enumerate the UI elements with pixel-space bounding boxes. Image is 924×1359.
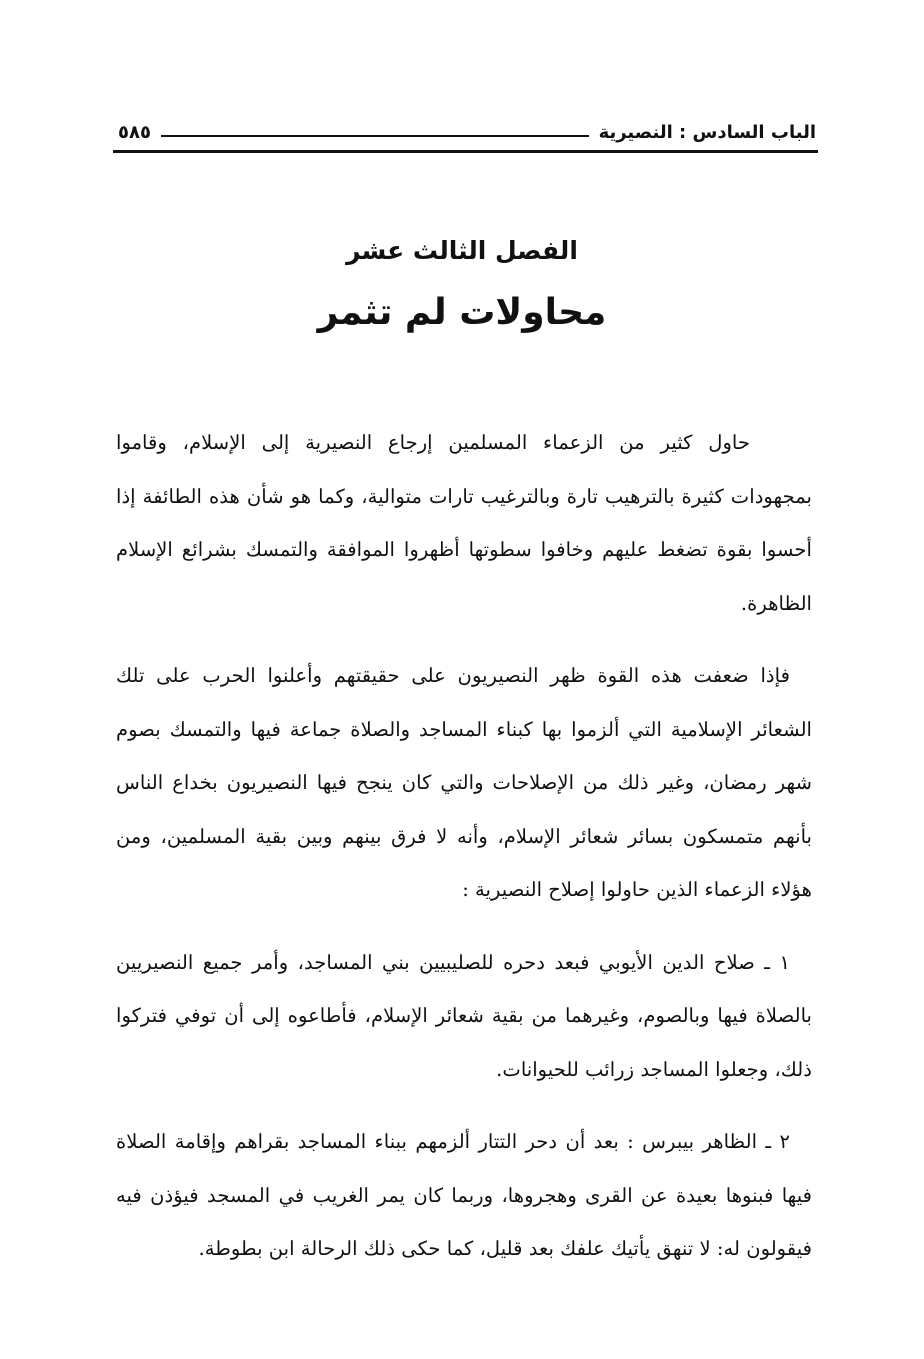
paragraph: فإذا ضعفت هذه القوة ظهر النصيريون على حقيقتهم وأعلنوا الحرب على تلك الشعائر الإسلامية التي ألزموا بها كبناء المساجد والصلاة جماعة فيها والتمسك بصوم شهر رمضان، وغير ذلك من الإصلاحات والتي كان ينجح فيها النصيريون بخداع الناس بأنهم متمسكون بسائر شعائر الإسلام، وأنه لا فرق بينهم وبين بقية المسلمين، ومن هؤلاء الزعماء الذين حاولوا إصلاح النصيرية : [116,664,812,901]
header-leader-line [161,135,589,137]
chapter-title: محاولات لم تثمر [317,292,607,333]
paragraph: ١ ـ صلاح الدين الأيوبي فبعد دحره للصليبيين بني المساجد، وأمر جميع النصيريين بالصلاة فيها وبالصوم، وغيرهما من بقية شعائر الإسلام، فأطاعوه إلى أن توفي فتركوا ذلك، وجعلوا المساجد زرائب للحيوانات. [116,950,812,1081]
running-header [118,114,816,150]
chapter-label: الفصل الثالث عشر [346,236,578,265]
header-rule [113,150,818,153]
header-title: الباب السادس : النصيرية [598,121,816,143]
paragraph: ٢ ـ الظاهر بيبرس : بعد أن دحر التتار ألزمهم ببناء المساجد بقراهم وإقامة الصلاة فيها فبنوها بعيدة عن القرى وهجروها، وربما كان يمر الغريب في المسجد فيؤذن فيه فيقولون له: لا تنهق يأتيك علفك بعد قليل، كما حكى ذلك الرحالة ابن بطوطة. [116,1130,812,1260]
page-number: ٥٨٥ [118,121,151,143]
paragraph: حاول كثير من الزعماء المسلمين إرجاع النصيرية إلى الإسلام، وقاموا بمجهودات كثيرة بالترهيب تارة وبالترغيب تارات متوالية، وكما هو شأن هذه الطائفة إذا أحسوا بقوة تضغط عليهم وخافوا سطوتها أظهروا الموافقة والتمسك بشرائع الإسلام الظاهرة. [116,431,812,615]
body-text [116,416,812,1295]
